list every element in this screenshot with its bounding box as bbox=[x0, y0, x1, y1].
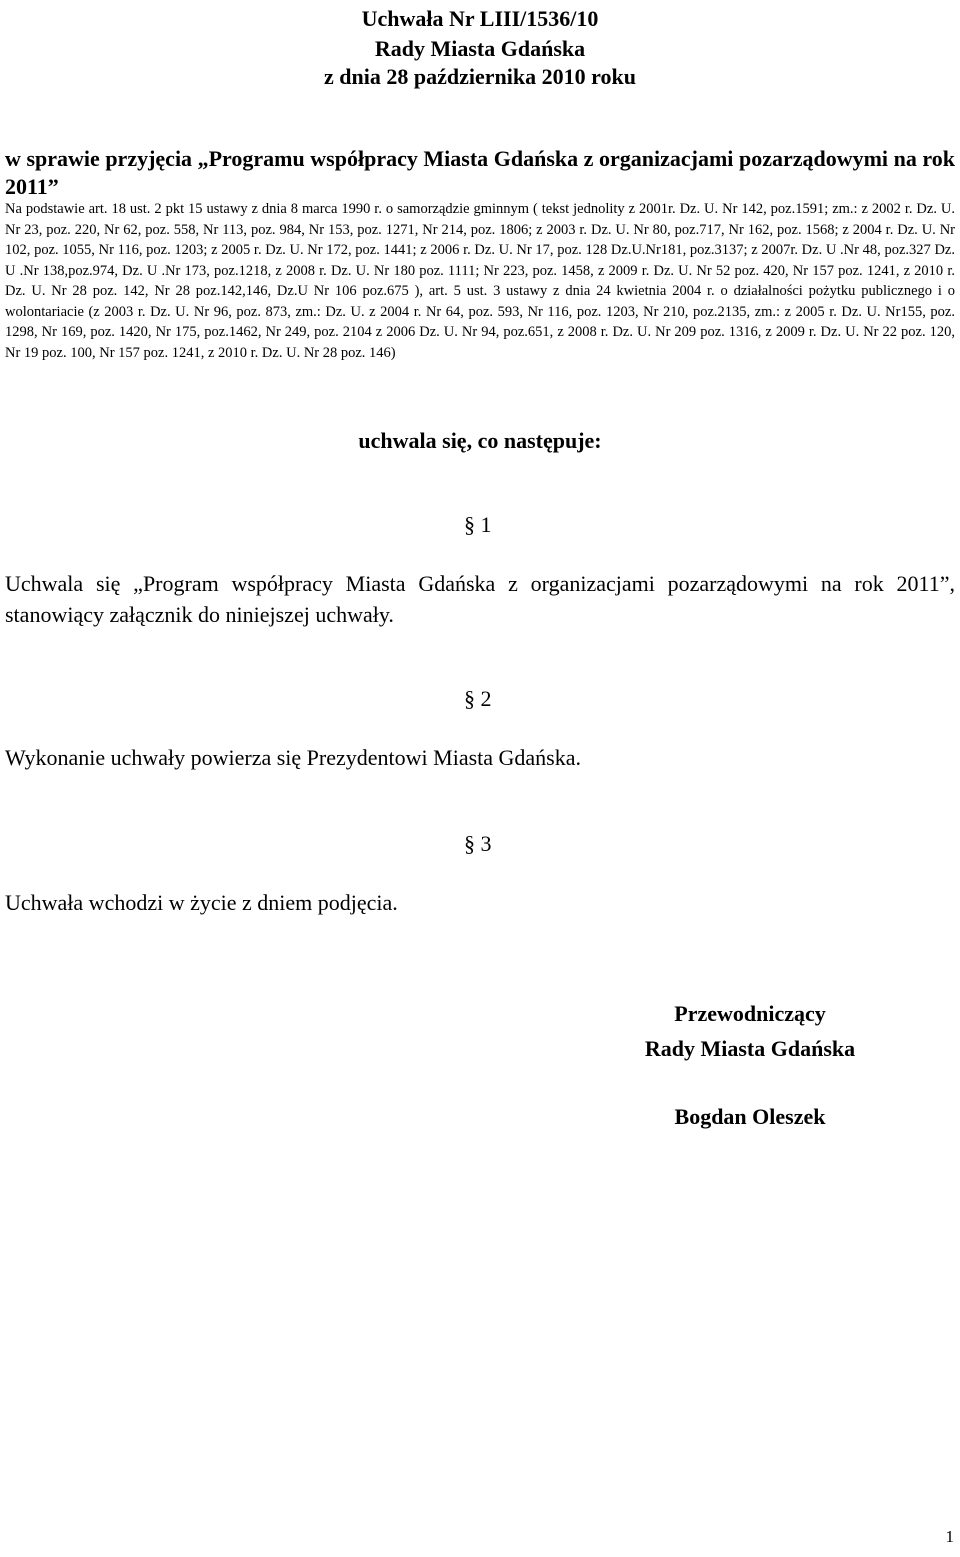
section-3-text: Uchwała wchodzi w życie z dniem podjęcia. bbox=[5, 890, 398, 915]
council-name: Rady Miasta Gdańska bbox=[374, 36, 586, 61]
signatory-name: Bogdan Oleszek bbox=[674, 1104, 826, 1129]
section-1-mark: § 1 bbox=[464, 512, 492, 537]
section-1-text: Uchwala się „Program współpracy Miasta Gdańska z organizacjami pozarządowymi na rok 2011”, stanowiący załącznik do niniejszej uchwały. bbox=[5, 571, 955, 627]
resolution-number: Uchwała Nr LIII/1536/10 bbox=[361, 6, 599, 31]
section-2-text: Wykonanie uchwały powierza się Prezydentowi Miasta Gdańska. bbox=[5, 745, 581, 770]
page-number: 1 bbox=[945, 1527, 954, 1546]
resolves-heading: uchwala się, co następuje: bbox=[358, 428, 602, 453]
signatory-body: Rady Miasta Gdańska bbox=[644, 1036, 856, 1061]
section-3-mark: § 3 bbox=[464, 831, 492, 856]
legal-basis: Na podstawie art. 18 ust. 2 pkt 15 ustawy z dnia 8 marca 1990 r. o samorządzie gminnym ( tekst jednolity z 2001r. Dz. U. Nr 142, poz.1591; zm.: z 2002 r. Dz. U. Nr 23, poz. 220, Nr 62, poz. 558, Nr 113, poz. 984, Nr 153, poz. 1271, Nr 214, poz. 1806; z 2003 r. Dz. U. Nr 80, poz.717, Nr 162, poz. 1568; z 2004 r. Dz. U. Nr 102, poz. 1055, Nr 116, poz. 1203; z 2005 r. Dz. U. Nr 172, poz. 1441; z 2006 r. Dz. U. Nr 17, poz. 128 Dz.U.Nr181, poz.3137; z 2007r. Dz. U .Nr 48, poz.327 Dz. U .Nr 138,poz.974, Dz. U .Nr 173, poz.1218, z 2008 r. Dz. U. Nr 180 poz. 1111; Nr 223, poz. 1458, z 2009 r. Dz. U. Nr 52 poz. 420, Nr 157 poz. 1241, z 2010 r. Dz. U. Nr 28 poz. 142, Nr 28 poz.142,146, Dz.U Nr 106 poz.675 ), art. 5 ust. 3 ustawy z dnia 24 kwietnia 2004 r. o działalności pożytku publicznego i o wolontariacie (z 2003 r. Dz. U. Nr 96, poz. 873, zm.: Dz. U. z 2004 r. Nr 64, poz. 593, Nr 116, poz. 1203, Nr 210, poz.2135, zm.: z 2005 r. Dz. U. Nr155, poz. 1298, Nr 169, poz. 1420, Nr 175, poz.1462, Nr 249, poz. 2104 z 2006 Dz. U. Nr 94, poz.651, z 2008 r. Dz. U. Nr 209 poz. 1316, z 2009 r. Dz. U. Nr 22 poz. 120, Nr 19 poz. 100, Nr 157 poz. 1241, z 2010 r. Dz. U. Nr 28 poz. 146) bbox=[5, 201, 955, 361]
resolution-subject: w sprawie przyjęcia „Programu współpracy Miasta Gdańska z organizacjami pozarządowymi na rok 2011” bbox=[5, 146, 955, 199]
signatory-role: Przewodniczący bbox=[674, 1001, 826, 1026]
resolution-date: z dnia 28 października 2010 roku bbox=[324, 64, 636, 89]
section-2-mark: § 2 bbox=[464, 686, 492, 711]
